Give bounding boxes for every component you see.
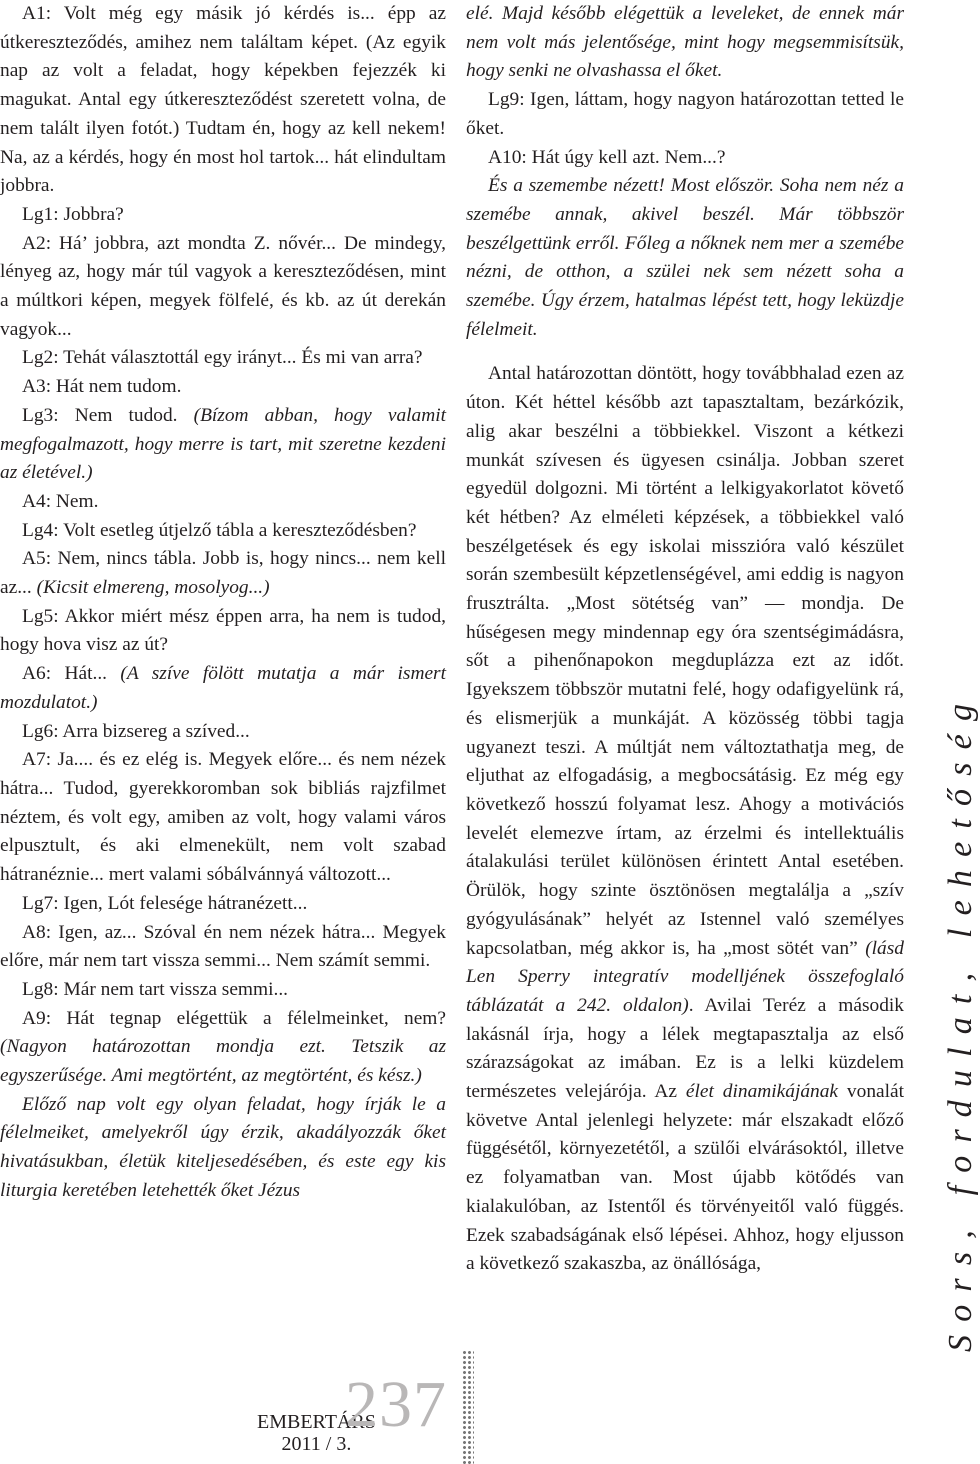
- paragraph: [0, 1005, 446, 1091]
- italic-paragraph: Előző nap volt egy olyan feladat, hogy írják le a félelmeiket, amelyekről úgy érzik, akadályozzák őket hivatásukban, életük kiteljesedésében, és este egy kis liturgia keretében letehették őket Jézus: [0, 1093, 446, 1201]
- dialogue-text: A9: Hát tegnap elégettük a félelmeinket, nem?: [22, 1007, 446, 1029]
- italic-note: (A szíve fölött mutatja a már ismert mozdulatot.): [0, 663, 446, 713]
- dialogue-text: A6: Hát...: [22, 663, 121, 685]
- italic-note: (Nagyon határozottan mondja ezt. Tetszik az egyszerűsége. Ami megtörtént, az megtörtént, és kész.): [0, 1036, 446, 1087]
- paragraph: Lg1: Jobbra?: [22, 203, 124, 225]
- paragraph: [0, 402, 446, 488]
- dotted-ornament: [462, 1350, 474, 1464]
- body-text: vonalát követve Antal jelenlegi helyzete: már elszakadt előző függésétől, környezetétől, a szülői elvárásoktól, illetve ez folyamatban van. Most újabb kötődés van kialakulóban, az Istentől és törvényeitől való függés. Ezek szabadságának első lépései. Ahhoz, hogy eljusson a következő szakaszba, az önállósága,: [466, 1081, 905, 1275]
- dialogue-text: A5: Nem, nincs tábla. Jobb is, hogy nincs... nem kell az...: [0, 548, 446, 599]
- paragraph: A2: Há’ jobbra, azt mondta Z. nővér... De mindegy, lényeg az, hogy már túl vagyok a kereszteződésen, mint a múltkori képen, megyek fölfelé, és kb. az út derekán vagyok...: [0, 232, 446, 340]
- paragraph: Lg8: Már nem tart vissza semmi...: [22, 978, 289, 1000]
- paragraph: A8: Igen, az... Szóval én nem nézek hátra... Megyek előre, már nem tart vissza semmi... Nem számít semmi.: [0, 921, 446, 972]
- paragraph: [0, 660, 446, 717]
- paragraph: A7: Ja.... és ez elég is. Megyek előre... és nem nézek hátra... Tudod, gyerekkoromban sok bibliás rajzfilmet néztem, és volt egy, amiben az volt, hogy valami város elpusztult, és aki elmenekült, nem volt szabad hátranéznie... mert valami sóbálvánnyá változott...: [0, 749, 446, 886]
- paragraph: Lg9: Igen, láttam, hogy nagyon határozottan tetted le őket.: [466, 89, 904, 139]
- paragraph: Lg7: Igen, Lót felesége hátranézett...: [22, 892, 308, 914]
- paragraph-gap: [466, 344, 904, 360]
- dialogue-text: Lg3: Nem tudod.: [22, 404, 194, 426]
- italic-paragraph: És a szemembe nézett! Most először. Soha nem néz a szemébe annak, akivel beszél. Már többször beszélgettünk erről. Főleg a nőknek nem mer a szemébe nézni, de otthon, a szülei nek sem nézett soha a szemébe. Úgy érzem, hatalmas lépést tett, hogy leküzdje félelmeit.: [466, 175, 904, 340]
- paragraph: A1: Volt még egy másik jó kérdés is... épp az útkereszteződés, amihez nem találtam képet. (Az egyik nap az volt a feladat, hogy képekben fejezzék ki magukat. Antal egy útkereszteződést szeretett volna, de nem talált ilyen fotót.) Tudtam én, hogy az kell nekem! Na, az a kérdés, hogy én most hol tartok... hát elindultam jobbra.: [0, 3, 446, 197]
- paragraph: [0, 545, 446, 602]
- italic-note: (Bízom abban, hogy valamit megfogalmazott, hogy merre is tart, mit szeretne kezdeni az életével.): [0, 404, 446, 484]
- right-column: [466, 0, 904, 1279]
- paragraph: Lg4: Volt esetleg útjelző tábla a kereszteződésben?: [22, 519, 417, 541]
- running-title: Sors, fordulat, lehetőség: [942, 690, 979, 1352]
- italic-note: (Kicsit elmereng, mosolyog...): [36, 577, 270, 599]
- paragraph: A3: Hát nem tudom.: [22, 376, 182, 398]
- paragraph: Lg5: Akkor miért mész éppen arra, ha nem is tudod, hogy hova visz az út?: [0, 605, 446, 656]
- paragraph: A10: Hát úgy kell azt. Nem...?: [488, 146, 726, 168]
- body-text: Antal határozottan döntött, hogy továbbhalad ezen az úton. Két héttel később azt tapasztaltam, bezárkózik, alig akar beszélni a többiekkel. Viszont a kétkezi munkát szívesen és ügyesen csinálja. Jobban szeret egyedül dolgozni. Mi történt a lelkigyakorlatot követő két hétben? Az elméleti képzések, a többiekkel való beszélgetések és egy iskolai misszióra való készület során szembesült képzetlenségével, ami eddig is nagyon frusztrálta. „Most sötétség van” — mondja. De hűségesen megy mindennap egy óra szentségimádásra, sőt a pihenőnapokon megduplázza ezt az időt. Igyekszem többször mutatni felé, hogy odafigyelünk rá, és elismerjük a munkáját. A közösség többi tagja ugyanezt teszi. A múltját nem változtathatja meg, de eljuthat az elfogadásig, a megbocsátásig. Ez még egy következő hosszú folyamat lesz. Ahogy a motivációs levelét elemezve írtam, az érzelmi és intellektuális átalakulási terület különösen érintett Antal esetében. Örülök, hogy szinte ösztönösen megtalálja a „szív gyógyulásának” helyét az Istennel való személyes kapcsolatban, még akkor is, ha „most sötét van”: [466, 363, 904, 959]
- journal-issue: 2011 / 3.: [281, 1433, 352, 1455]
- paragraph: Lg6: Arra bizsereg a szíved...: [22, 720, 250, 742]
- body-text: . Avilai Teréz a második lakásnál írja, hogy a lélek megtapasztalja az első szárazságokat az imában. Ez is a lelki küzdelem természetes velejárója. Az: [466, 994, 904, 1103]
- paragraph: Lg2: Tehát választottál egy irányt... És mi van arra?: [22, 347, 423, 369]
- page-number: 237: [345, 1368, 447, 1441]
- journal-name: EMBERTÁRS: [257, 1411, 376, 1433]
- italic-reference: (lásd Len Sperry integratív modelljének összefoglaló táblázatát a 242. oldalon): [466, 937, 904, 1016]
- left-column: [0, 0, 446, 1206]
- paragraph: A4: Nem.: [22, 490, 99, 512]
- italic-paragraph: elé. Majd később elégettük a leveleket, de ennek már nem volt más jelentősége, mint hogy megsemmisítsük, hogy senki ne olvashassa el őket.: [466, 3, 904, 82]
- body-paragraph: [466, 360, 904, 1279]
- italic-term: élet dinamikájának: [685, 1081, 839, 1103]
